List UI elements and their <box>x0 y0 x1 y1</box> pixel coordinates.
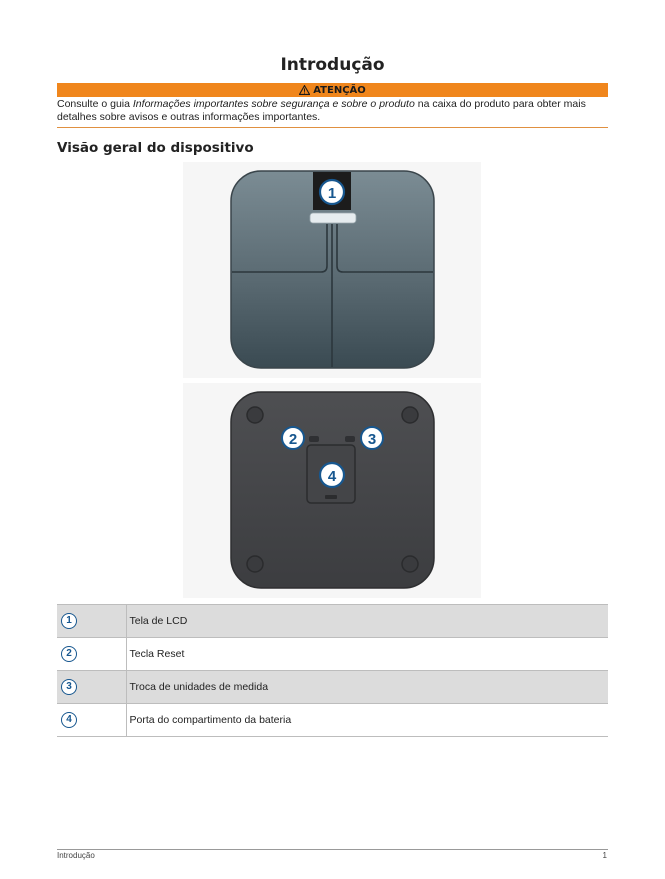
table-row <box>57 704 608 737</box>
table-row <box>57 605 608 638</box>
callout-1-number: 1 <box>327 185 337 202</box>
page-title: Introdução <box>280 55 385 75</box>
scale-back-image <box>183 383 481 598</box>
callout-number-cell <box>57 671 126 704</box>
callout-1-badge: 1 <box>61 613 77 629</box>
callout-number-cell <box>57 605 126 638</box>
callout-number-cell <box>57 638 126 671</box>
warning-label: ATENÇÃO <box>313 84 366 96</box>
warning-text <box>57 98 608 128</box>
callout-4-icon <box>320 463 344 487</box>
callout-3-number: 3 <box>367 431 377 448</box>
table-row <box>57 638 608 671</box>
callout-2-icon <box>282 427 304 449</box>
callout-1-icon <box>320 180 344 204</box>
callout-2-number: 2 <box>288 431 298 448</box>
callout-label: Tela de LCD <box>126 605 608 638</box>
callout-legend-table <box>57 604 608 737</box>
safety-guide-title: Informações importantes sobre segurança e sobre o produto <box>132 98 415 110</box>
callout-2-badge: 2 <box>61 646 77 662</box>
table-row <box>57 671 608 704</box>
scale-front-image <box>183 162 481 378</box>
callout-label: Tecla Reset <box>126 638 608 671</box>
footer-page-number: 1 <box>602 851 607 860</box>
footer-section-name: Introdução <box>57 851 95 860</box>
warning-banner <box>57 83 608 97</box>
callout-number-cell <box>57 704 126 737</box>
callout-label: Troca de unidades de medida <box>126 671 608 704</box>
callout-4-number: 4 <box>327 468 337 485</box>
warning-text-end: na caixa do produto para obter mais detalhes sobre avisos e outras informações importantes. <box>57 98 586 123</box>
callout-label: Porta do compartimento da bateria <box>126 704 608 737</box>
callout-3-icon <box>361 427 383 449</box>
warning-triangle-icon <box>299 85 310 95</box>
callout-3-badge: 3 <box>61 679 77 695</box>
warning-text-start: Consulte o guia <box>57 98 133 110</box>
callout-4-badge: 4 <box>61 712 77 728</box>
section-title: Visão geral do dispositivo <box>57 140 254 156</box>
footer-divider <box>57 849 608 850</box>
